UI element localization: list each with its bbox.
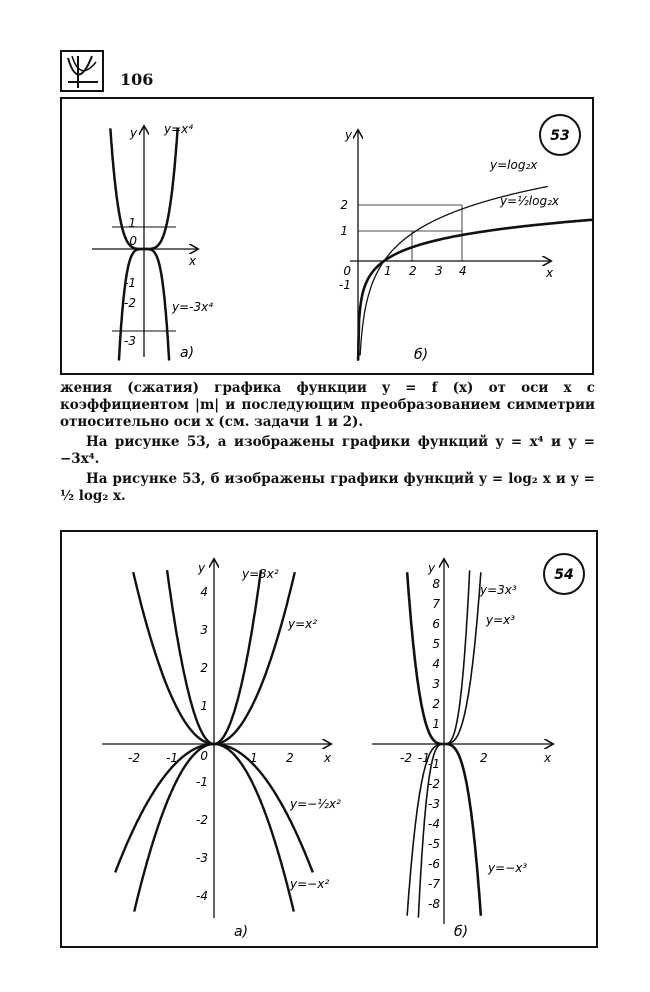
fig53b-x-label: x <box>546 266 554 280</box>
fig53a-x-label: x <box>189 254 197 268</box>
fig53b-xtick-3: 3 <box>435 264 443 278</box>
fig54a-x-label: x <box>324 751 332 765</box>
fig53b-ytick-2: 2 <box>340 198 348 212</box>
fig53a-tick-neg2: -2 <box>124 296 136 310</box>
fig54-number: 54 <box>554 567 574 583</box>
fig53b-label-log2x: y=log₂x <box>490 158 538 172</box>
fig54a-caption: a) <box>234 924 249 940</box>
fig54b-ytick: -3 <box>428 797 440 811</box>
fig53b-ytick-0: 0 <box>343 264 351 278</box>
fig53b-xtick-4: 4 <box>459 264 467 278</box>
fig53a-y-label: y <box>130 126 138 140</box>
figure-54 <box>60 530 598 948</box>
fig54b-ytick: 1 <box>432 717 440 731</box>
fig54b-ytick: -7 <box>428 877 440 891</box>
fig54a-ytick-0: 0 <box>200 749 208 763</box>
fig53a-label-x4: y=x⁴ <box>164 122 194 136</box>
fig53a-label-neg3x4: y=-3x⁴ <box>172 300 214 314</box>
fig54a-label-neg-x2: y=−x² <box>290 877 330 891</box>
fig53a-caption: a) <box>180 345 195 361</box>
fig53b-xtick-2: 2 <box>409 264 417 278</box>
fig54b-xtick-2: 2 <box>480 751 488 765</box>
fig54b-y-label: y <box>428 561 436 575</box>
fig54a-xtick-2: 2 <box>286 751 294 765</box>
fig53a-tick-neg3: -3 <box>124 334 136 348</box>
fig54a-xtick-neg1: -1 <box>166 751 178 765</box>
fig54b-ytick: 5 <box>432 637 440 651</box>
fig53b-label-half-log2x: y=½log₂x <box>500 194 559 208</box>
fig53b-ytick-1: 1 <box>340 224 348 238</box>
page-number: 106 <box>120 70 154 89</box>
fig53-number: 53 <box>550 128 570 144</box>
fig54a-xtick-neg2: -2 <box>128 751 140 765</box>
fig54b-ytick: -5 <box>428 837 440 851</box>
fig53a-tick-0: 0 <box>129 234 137 248</box>
fig54b-ytick: 7 <box>432 597 440 611</box>
fig54a-ytick: 4 <box>200 585 208 599</box>
fig53a-tick-neg1: -1 <box>124 276 136 290</box>
fig54a-label-3x2: y=3x² <box>242 567 279 581</box>
fig54a-ytick: -4 <box>196 889 208 903</box>
fig54b-label-3x3: y=3x³ <box>480 583 517 597</box>
fig54a-y-label: y <box>198 561 206 575</box>
fig53b-xtick-1: 1 <box>384 264 392 278</box>
fig54b-x-label: x <box>544 751 552 765</box>
fig53b-curve-half-log2x <box>358 219 592 360</box>
fig54a-xtick-1: 1 <box>250 751 258 765</box>
body-text <box>60 380 595 508</box>
paragraph-1: жения (сжатия) графика функции y = f (x) от оси x с коэффициентом |m| и последующим преобразованием симметрии относительно оси x (см. задачи 1 и 2). <box>60 380 595 430</box>
fig54a-ytick: 2 <box>200 661 208 675</box>
fig54b-label-x3: y=x³ <box>486 613 516 627</box>
fig54b-ytick: -4 <box>428 817 440 831</box>
fig54b-caption: б) <box>454 924 469 940</box>
fig54b-xtick-neg1: -1 <box>418 751 430 765</box>
fig54b-ytick: 3 <box>432 677 440 691</box>
fig53b-ytick-neg1: -1 <box>339 278 351 292</box>
fig54a-ytick: 3 <box>200 623 208 637</box>
fig54a-plot <box>102 560 341 940</box>
fig54b-ytick: 8 <box>432 577 440 591</box>
fig54b-ytick: -8 <box>428 897 440 911</box>
fig54b-plot <box>372 560 552 940</box>
fig54a-ytick: 1 <box>200 699 208 713</box>
graph-logo-icon <box>62 52 102 90</box>
fig54a-label-x2: y=x² <box>288 617 318 631</box>
fig54b-xtick-neg2: -2 <box>400 751 412 765</box>
fig53b-caption: б) <box>414 347 429 363</box>
fig54b-ytick: 2 <box>432 697 440 711</box>
fig54b-ytick: 6 <box>432 617 440 631</box>
fig53b-plot <box>339 128 592 363</box>
fig53a-tick-1: 1 <box>128 216 136 230</box>
fig54a-ytick: -1 <box>196 775 208 789</box>
paragraph-3: На рисунке 53, б изображены графики функций y = log₂ x и y = ½ log₂ x. <box>60 471 595 504</box>
paragraph-2: На рисунке 53, a изображены графики функций y = x⁴ и y = −3x⁴. <box>60 434 595 467</box>
fig54a-label-neg-half-x2: y=−½x² <box>290 797 341 811</box>
fig53a-plot <box>92 122 213 361</box>
fig54b-ytick: -1 <box>428 757 440 771</box>
fig54a-ytick: -3 <box>196 851 208 865</box>
fig54a-ytick: -2 <box>196 813 208 827</box>
fig54b-ytick: -2 <box>428 777 440 791</box>
figure-53 <box>60 97 594 375</box>
chapter-logo <box>60 50 104 92</box>
fig54b-label-neg-x3: y=−x³ <box>488 861 528 875</box>
fig54b-ytick: 4 <box>432 657 440 671</box>
fig54b-ytick: -6 <box>428 857 440 871</box>
fig53b-y-label: y <box>345 128 353 142</box>
